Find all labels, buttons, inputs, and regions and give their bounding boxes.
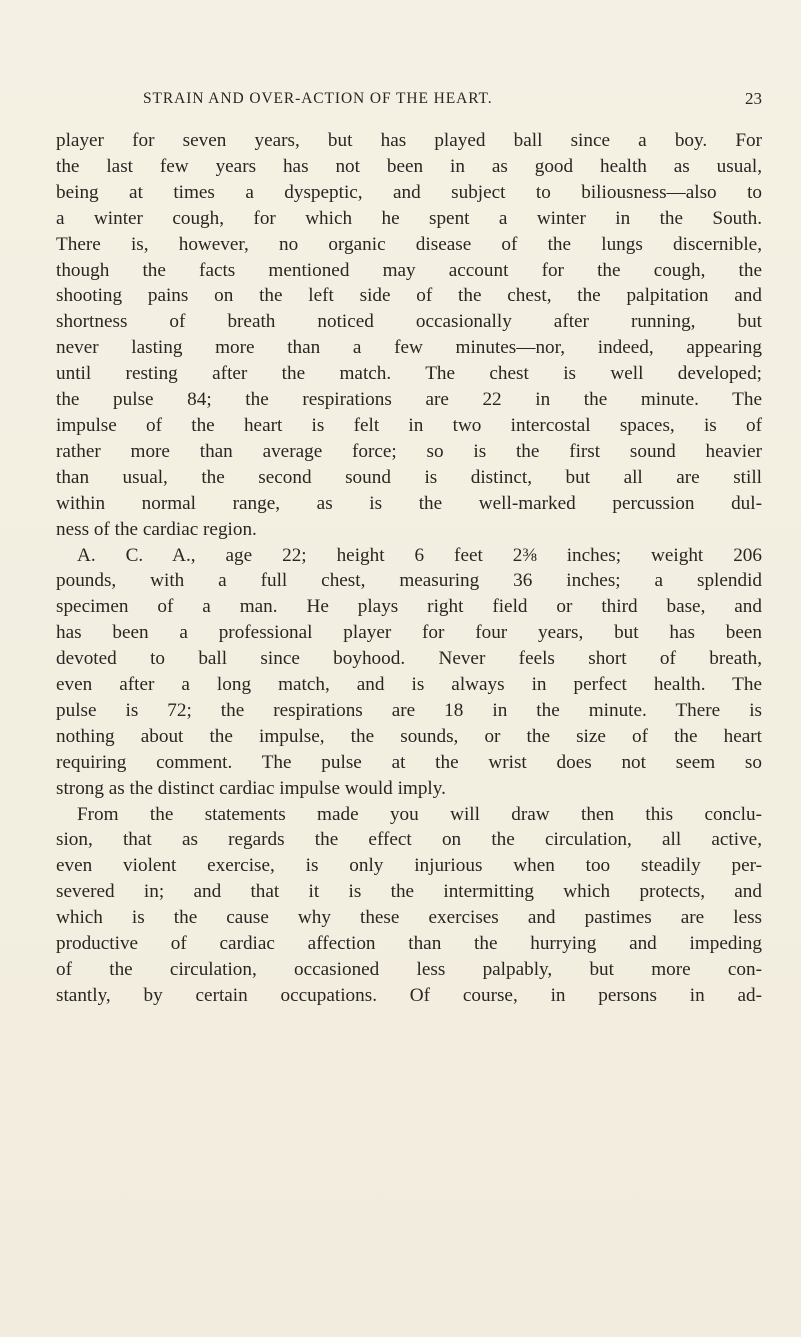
- text-line: There is, however, no organic disease of the lungs discernible,: [56, 233, 762, 255]
- body-text: [56, 128, 762, 1009]
- text-line: which is the cause why these exercises and pastimes are less: [56, 907, 762, 929]
- text-line: A. C. A., age 22; height 6 feet 2⅜ inches; weight 206: [77, 544, 762, 566]
- text-line: a winter cough, for which he spent a winter in the South.: [56, 207, 762, 229]
- text-line: of the circulation, occasioned less palpably, but more con-: [56, 959, 762, 980]
- text-line: being at times a dyspeptic, and subject to biliousness—also to: [56, 181, 762, 203]
- running-title: STRAIN AND OVER-ACTION OF THE HEART.: [143, 90, 493, 107]
- text-line: player for seven years, but has played ball since a boy. For: [56, 130, 762, 151]
- text-line: pounds, with a full chest, measuring 36 inches; a splendid: [56, 570, 762, 592]
- page-number: 23: [745, 89, 762, 108]
- text-line: though the facts mentioned may account for the cough, the: [56, 259, 762, 281]
- text-line: severed in; and that it is the intermitting which protects, and: [56, 881, 762, 903]
- text-line: sion, that as regards the effect on the circulation, all active,: [56, 829, 762, 851]
- text-line: has been a professional player for four years, but has been: [56, 622, 762, 644]
- text-line: pulse is 72; the respirations are 18 in the minute. There is: [56, 699, 762, 721]
- text-line: even violent exercise, is only injurious when too steadily per-: [56, 855, 762, 877]
- text-line: specimen of a man. He plays right field or third base, and: [56, 596, 762, 618]
- text-line: requiring comment. The pulse at the wrist does not seem so: [56, 751, 762, 773]
- text-line: rather more than average force; so is the first sound heavier: [56, 440, 762, 462]
- text-line: until resting after the match. The chest is well developed;: [56, 363, 762, 385]
- text-line: devoted to ball since boyhood. Never feels short of breath,: [56, 648, 762, 670]
- text-line: strong as the distinct cardiac impulse would imply.: [56, 777, 446, 799]
- text-line: never lasting more than a few minutes—nor, indeed, appearing: [56, 337, 762, 359]
- running-head: [56, 90, 762, 112]
- text-line: stantly, by certain occupations. Of course, in persons in ad-: [56, 984, 762, 1006]
- text-line: nothing about the impulse, the sounds, or the size of the heart: [56, 725, 762, 747]
- text-line: shooting pains on the left side of the chest, the palpitation and: [56, 285, 762, 307]
- text-line: than usual, the second sound is distinct, but all are still: [56, 466, 762, 488]
- text-line: ness of the cardiac region.: [56, 518, 257, 540]
- text-line: From the statements made you will draw then this conclu-: [77, 803, 762, 825]
- text-line: impulse of the heart is felt in two intercostal spaces, is of: [56, 414, 762, 436]
- text-line: productive of cardiac affection than the hurrying and impeding: [56, 933, 762, 955]
- text-line: the last few years has not been in as good health as usual,: [56, 155, 762, 177]
- text-line: shortness of breath noticed occasionally after running, but: [56, 311, 762, 333]
- text-line: within normal range, as is the well-marked percussion dul-: [56, 492, 762, 514]
- text-line: even after a long match, and is always in perfect health. The: [56, 674, 762, 696]
- text-line: the pulse 84; the respirations are 22 in the minute. The: [56, 389, 762, 411]
